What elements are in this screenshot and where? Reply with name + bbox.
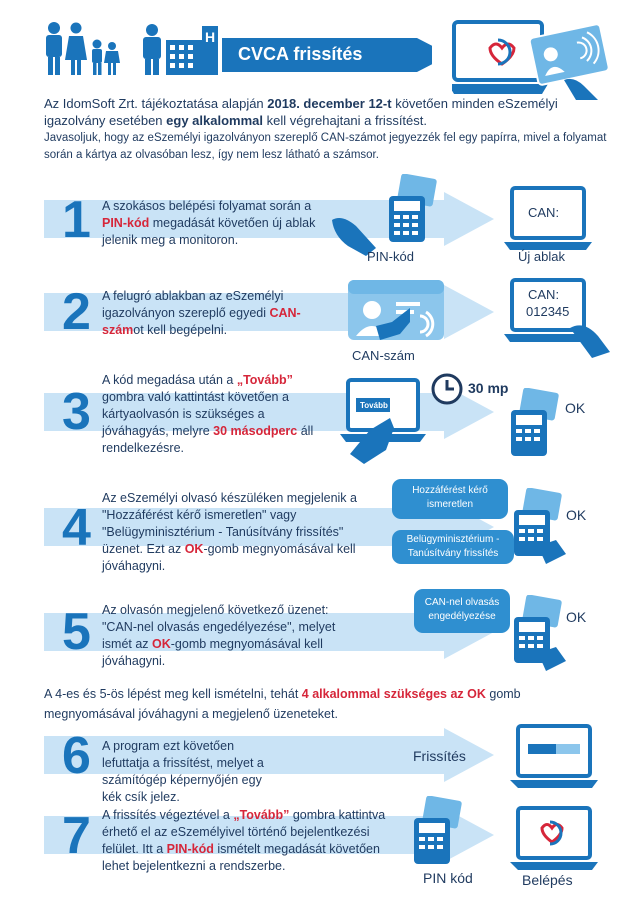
step-3-text: A kód megadása után a „Tovább” gombra való kattintást követően a kártyaolvasón is szükséges a jóváhagyás, melyre 30 másodperc áll rendelkezésre. [102, 373, 314, 455]
ok-label: OK [566, 507, 587, 523]
message-bubble: CAN-nel olvasás engedélyezése [414, 589, 510, 633]
ok-label: OK [566, 609, 587, 625]
step-7-text: A frissítés végeztével a „Tovább” gombra kattintva érhető el az eSzemélyivel történő bejelentkezési felület. Itt a PIN-kód ismételt megadását követően lehet bejelentkezni a rendszerbe. [102, 808, 386, 873]
step-number: 7 [62, 807, 91, 865]
hand-pointer-icon [370, 304, 412, 344]
can-number-label: CAN-szám [352, 348, 415, 363]
laptop-click-icon [340, 378, 440, 468]
laptop-screen-text: CAN: [528, 205, 560, 220]
step-4-text: Az eSzemélyi olvasó készüléken megjelenik a "Hozzáférést kérő ismeretlen" vagy "Belügyminisztérium - Tanúsítvány frissítés" üzenet. Ezt az OK-gomb megnyomásával kell jóváhagyni. [102, 491, 357, 573]
can-number-value: 012345 [526, 304, 570, 319]
laptop-card-icon [452, 18, 612, 100]
step-number: 4 [62, 499, 91, 557]
login-label: Belépés [522, 872, 573, 888]
repeat-note: A 4-es és 5-ös lépést meg kell ismételni, tehát 4 alkalommal szükséges az OK gomb megnyomásával jóváhagyni a megjelenő üzeneteket. [44, 687, 521, 721]
step-5-text: Az olvasón megjelenő következő üzenet: "CAN-nel olvasás engedélyezése", melyet ismét az OK-gomb megnyomásával kell jóváhagyni. [102, 603, 336, 668]
svg-text:H: H [205, 29, 216, 45]
card-reader-icon [508, 595, 568, 675]
next-button-graphic: Tovább [360, 401, 388, 410]
laptop-progress-icon [510, 724, 610, 794]
message-bubble: Hozzáférést kérő ismeretlen [392, 479, 508, 519]
update-label: Frissítés [413, 748, 466, 764]
new-window-label: Új ablak [518, 249, 565, 264]
laptop-screen-text: CAN: [528, 287, 560, 302]
step-number: 3 [62, 383, 91, 441]
laptop-login-icon [510, 806, 610, 872]
step-number: 5 [62, 603, 91, 661]
step-6-text: A program ezt követően lefuttatja a frissítést, melyet a számítógép képernyőjén egy kék csík jelez. [102, 739, 264, 804]
step-number: 1 [62, 191, 91, 249]
pin-code-label: PIN-kód [367, 249, 414, 264]
intro-recommendation: Javasoljuk, hogy az eSzemélyi igazolványon szereplő CAN-számot jegyezzék fel egy papírra, mivel a folyamat során a kártya az olvasóban lesz, így nem lesz látható a számsor. [44, 132, 607, 161]
card-reader-icon [404, 796, 474, 876]
card-reader-icon [383, 174, 443, 246]
ok-label: OK [565, 400, 586, 416]
card-reader-icon [508, 488, 568, 568]
card-reader-icon [505, 388, 565, 460]
step-1-text: A szokásos belépési folyamat során a PIN-kód megadását követően új ablak jelenik meg a monitoron. [102, 199, 316, 247]
header-people-hospital-icon [42, 18, 232, 78]
step-number: 6 [62, 727, 91, 785]
clock-icon [430, 372, 464, 406]
message-bubble: Belügyminisztérium - Tanúsítvány frissítés [392, 530, 514, 564]
step-2-text: A felugró ablakban az eSzemélyi igazolványon szereplő egyedi CAN-számot kell begépelni. [102, 289, 301, 337]
timer-label: 30 mp [468, 380, 509, 396]
pin-code-label: PIN kód [423, 870, 473, 886]
page-title: CVCA frissítés [238, 44, 363, 64]
intro-paragraph: Az IdomSoft Zrt. tájékoztatása alapján 2018. december 12-t követően minden eSzemélyi igazolvány esetében egy alkalommal kell végrehajtani a frissítést. [44, 96, 558, 128]
laptop-icon [504, 186, 614, 256]
step-number: 2 [62, 283, 91, 341]
